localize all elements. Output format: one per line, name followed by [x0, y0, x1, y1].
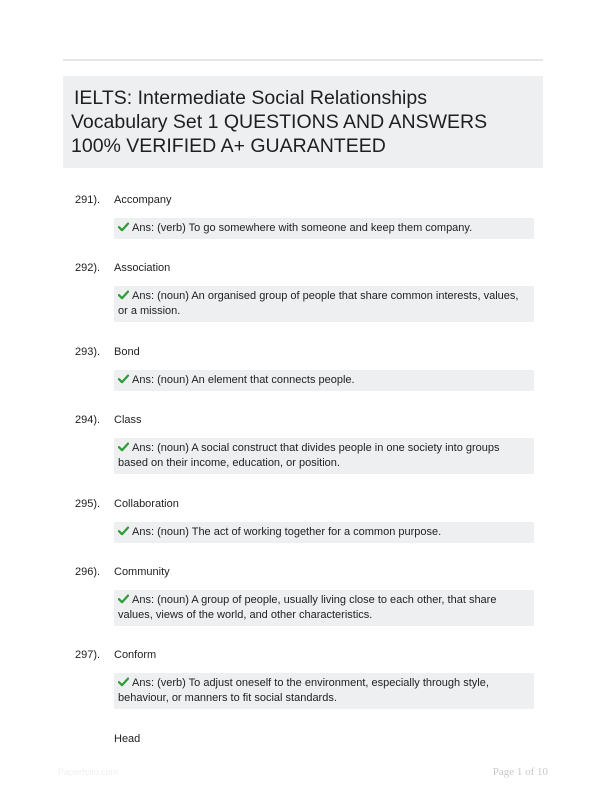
answer-box [114, 590, 534, 626]
question-number: 293). [75, 346, 101, 358]
footer-watermark: Paperfolio.com [58, 767, 119, 777]
question-number: 297). [75, 649, 101, 661]
answer-box [114, 218, 534, 239]
question-number: 292). [75, 262, 101, 274]
question-term: Head [114, 733, 141, 745]
question-term: Conform [114, 649, 157, 661]
question-number: 294). [75, 414, 101, 426]
question-number: 291). [75, 194, 101, 206]
check-icon [118, 594, 129, 604]
answer-text: Ans: (verb) To adjust oneself to the environment, especially through style, behaviour, or manners to fit social standards. [118, 677, 489, 704]
answer-text: Ans: (noun) A social construct that divides people in one society into groups based on their income, education, or position. [118, 442, 500, 469]
question-term: Collaboration [114, 498, 179, 510]
page-number: Page 1 of 10 [492, 766, 548, 778]
answer-box [114, 370, 534, 391]
answer-text: Ans: (noun) An organised group of people that share common interests, values, or a mission. [118, 290, 519, 317]
document-title-box [63, 76, 543, 168]
question-term: Community [114, 566, 170, 578]
answer-text: Ans: (noun) A group of people, usually living close to each other, that share values, views of the world, and other characteristics. [118, 594, 497, 621]
answer-text: Ans: (noun) An element that connects people. [132, 374, 355, 386]
answer-text: Ans: (verb) To go somewhere with someone and keep them company. [132, 222, 473, 234]
check-icon [118, 677, 129, 687]
check-icon [118, 374, 129, 384]
check-icon [118, 526, 129, 536]
question-term: Association [114, 262, 171, 274]
answer-text: Ans: (noun) The act of working together for a common purpose. [132, 526, 442, 538]
check-icon [118, 222, 129, 232]
title-line-1: IELTS: Intermediate Social Relationships [74, 87, 427, 109]
title-line-3: 100% VERIFIED A+ GUARANTEED [71, 135, 386, 157]
question-term: Bond [114, 346, 140, 358]
title-line-2: Vocabulary Set 1 QUESTIONS AND ANSWERS [71, 111, 488, 133]
check-icon [118, 290, 129, 300]
question-number: 295). [75, 498, 101, 510]
check-icon [118, 442, 129, 452]
answer-box [114, 522, 534, 543]
top-divider [63, 59, 543, 61]
question-term: Class [114, 414, 142, 426]
question-term: Accompany [114, 194, 172, 206]
answer-box [114, 673, 534, 709]
answer-box [114, 438, 534, 474]
question-number: 296). [75, 566, 101, 578]
answer-box [114, 286, 534, 322]
